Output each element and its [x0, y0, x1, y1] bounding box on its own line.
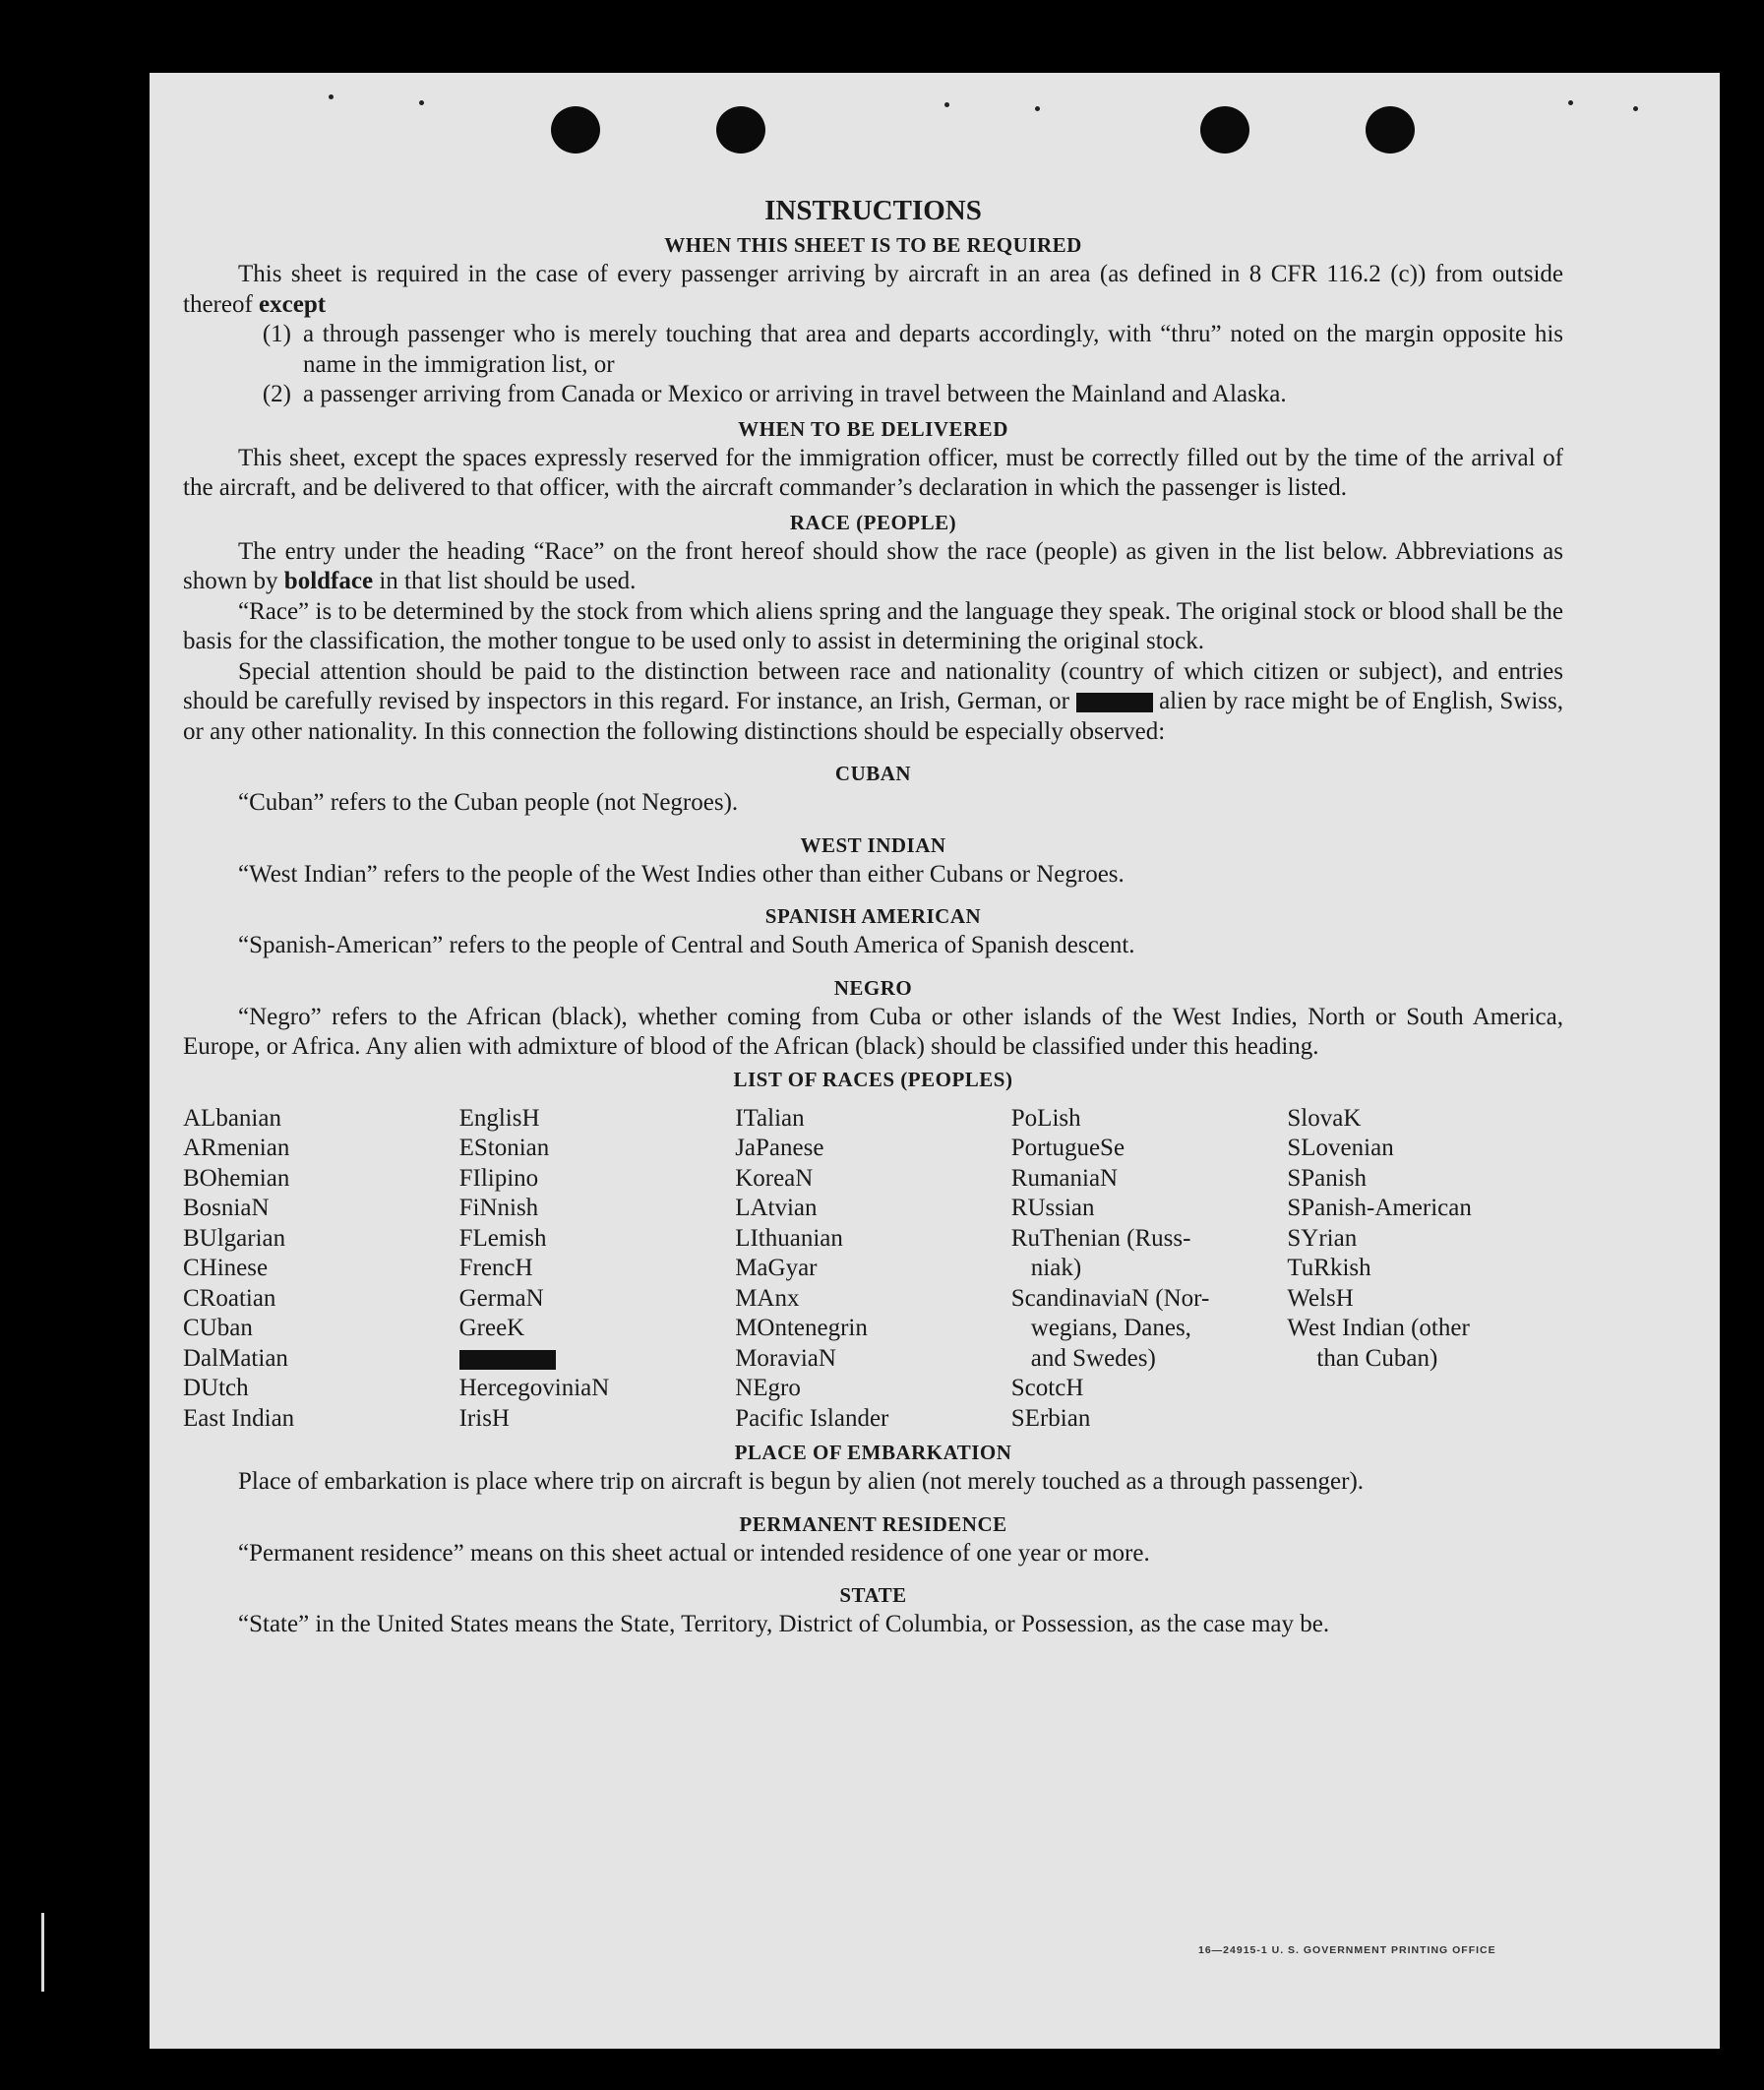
paragraph: “Negro” refers to the African (black), whether coming from Cuba or other islands of the West Indies, North or South America, Europe, or Africa. Any alien with admixture of blood of the African (black) should be classified under this heading.	[183, 1003, 1563, 1060]
speck	[329, 94, 334, 99]
paragraph: This sheet, except the spaces expressly reserved for the immigration officer, must be correctly filled out by the time of the arrival of the aircraft, and be delivered to that officer, with the aircraft commander’s declaration in which the passenger is listed.	[183, 444, 1563, 501]
speck	[1633, 106, 1638, 111]
race-item: BosniaN	[183, 1195, 270, 1221]
race-item: ScotcH	[1010, 1375, 1084, 1401]
race-item: GermaN	[458, 1284, 544, 1312]
race-item: PortugueSe	[1010, 1135, 1125, 1161]
race-item: RUssian	[1010, 1195, 1095, 1221]
race-item: EnglisH	[458, 1104, 540, 1132]
section-heading: NEGRO	[833, 975, 913, 1000]
redaction-mark	[459, 1350, 556, 1370]
race-item: and Swedes)	[1030, 1344, 1156, 1372]
paragraph: Special attention should be paid to the distinction between race and nationality (country of which citizen or subject), and entries should be carefully revised by inspectors in this regard. For instance, an Irish, German, or alien by race might be of English, Swiss, or any other nationality. In this connection the following distinctions should be especially observed:	[183, 657, 1564, 745]
races-column	[183, 1104, 459, 1435]
paragraph: “Race” is to be determined by the stock from which aliens spring and the language they speak. The original stock or blood shall be the basis for the classification, the mother tongue to be used only to assist in determining the original stock.	[183, 597, 1563, 654]
race-item: BUlgarian	[183, 1224, 286, 1252]
races-column	[1287, 1104, 1563, 1435]
punch-hole	[1366, 106, 1415, 154]
speck	[1035, 106, 1040, 111]
section-heading: STATE	[839, 1583, 907, 1607]
speck	[419, 100, 424, 105]
race-item: LIthuanian	[735, 1224, 843, 1252]
races-list	[183, 1104, 1563, 1435]
race-item-redacted	[459, 1344, 736, 1375]
paragraph: “State” in the United States means the State, Territory, District of Columbia, or Possession, as the case may be.	[238, 1611, 1330, 1637]
race-item: DalMatian	[183, 1344, 288, 1372]
races-column	[735, 1104, 1011, 1435]
race-item: FLemish	[458, 1224, 547, 1252]
punch-hole	[551, 106, 600, 154]
section-heading: RACE (PEOPLE)	[789, 510, 957, 534]
race-item: ARmenian	[183, 1135, 290, 1161]
race-item: CRoatian	[183, 1284, 276, 1312]
races-column	[1011, 1104, 1288, 1435]
paragraph: “Spanish-American” refers to the people of Central and South America of Spanish descent.	[238, 932, 1135, 958]
race-item: IrisH	[458, 1404, 510, 1432]
race-item: MaGyar	[735, 1255, 818, 1281]
instructions-body	[183, 193, 1563, 1640]
race-item: GreeK	[458, 1315, 525, 1341]
race-item: East Indian	[183, 1404, 295, 1432]
race-item: than Cuban)	[1316, 1344, 1438, 1372]
race-item: niak)	[1030, 1255, 1082, 1281]
paragraph: “Cuban” refers to the Cuban people (not Negroes).	[238, 789, 739, 816]
paragraph: “West Indian” refers to the people of the West Indies other than either Cubans or Negroes.	[238, 860, 1125, 888]
race-item: NEgro	[735, 1375, 801, 1401]
paragraph: The entry under the heading “Race” on the front hereof should show the race (people) as given in the list below. Abbreviations as shown by boldface in that list should be used.	[183, 537, 1563, 594]
race-item: SErbian	[1010, 1404, 1091, 1432]
race-item: BOhemian	[183, 1164, 290, 1192]
section-heading: CUBAN	[834, 762, 912, 785]
list-item: (2) a passenger arriving from Canada or Mexico or arriving in travel between the Mainland and Alaska.	[262, 381, 1287, 407]
printer-imprint: 16—24915-1 U. S. GOVERNMENT PRINTING OFFICE	[1198, 1944, 1496, 1956]
race-item: ITalian	[735, 1104, 805, 1132]
punch-hole	[1200, 106, 1249, 154]
paragraph: “Permanent residence” means on this sheet actual or intended residence of one year or more.	[238, 1539, 1150, 1567]
race-item: HercegoviniaN	[458, 1375, 610, 1401]
punch-hole	[716, 106, 765, 154]
section-heading: PLACE OF EMBARKATION	[734, 1441, 1012, 1464]
page-title: INSTRUCTIONS	[764, 195, 982, 226]
section-heading: SPANISH AMERICAN	[764, 904, 982, 928]
speck	[1568, 100, 1573, 105]
scan-edge-mark	[41, 1913, 44, 1992]
speck	[944, 102, 949, 107]
race-item: CUban	[183, 1315, 253, 1341]
race-item: ALbanian	[183, 1104, 281, 1132]
race-item: JaPanese	[735, 1135, 824, 1161]
race-item: LAtvian	[735, 1195, 818, 1221]
race-item: MAnx	[735, 1284, 800, 1312]
section-heading: PERMANENT RESIDENCE	[739, 1511, 1007, 1536]
race-item: ScandinaviaN (Nor-	[1010, 1284, 1210, 1312]
section-heading: WHEN TO BE DELIVERED	[738, 416, 1008, 441]
paragraph: This sheet is required in the case of every passenger arriving by aircraft in an area (as defined in 8 CFR 116.2 (c)) from outside thereof except	[183, 261, 1563, 318]
race-item: SPanish-American	[1287, 1195, 1472, 1221]
race-item: TuRkish	[1287, 1255, 1371, 1281]
race-item: FiNnish	[458, 1195, 539, 1221]
section-heading: WEST INDIAN	[800, 832, 946, 857]
section-heading: WHEN THIS SHEET IS TO BE REQUIRED	[664, 233, 1082, 257]
race-item: Pacific Islander	[735, 1404, 889, 1432]
race-item: SlovaK	[1287, 1104, 1362, 1132]
race-item: CHinese	[183, 1255, 269, 1281]
race-item: FIlipino	[458, 1164, 539, 1192]
race-item: PoLish	[1010, 1104, 1081, 1132]
race-item: EStonian	[458, 1135, 550, 1161]
race-item: RumaniaN	[1010, 1164, 1119, 1192]
race-item: RuThenian (Russ-	[1010, 1224, 1191, 1252]
race-item: SYrian	[1287, 1224, 1358, 1252]
redaction-mark	[1076, 693, 1153, 712]
race-item: DUtch	[183, 1375, 249, 1401]
races-column	[459, 1104, 736, 1435]
race-item: MOntenegrin	[735, 1315, 868, 1341]
race-item: West Indian (other	[1287, 1315, 1470, 1341]
section-heading: LIST OF RACES (PEOPLES)	[733, 1067, 1013, 1091]
race-item: wegians, Danes,	[1030, 1315, 1191, 1341]
paragraph: Place of embarkation is place where trip on aircraft is begun by alien (not merely touched as a through passenger).	[238, 1468, 1365, 1495]
race-item: SLovenian	[1287, 1135, 1394, 1161]
race-item: MoraviaN	[735, 1344, 836, 1372]
race-item: SPanish	[1287, 1164, 1367, 1192]
race-item: FrencH	[458, 1255, 533, 1281]
race-item: KoreaN	[735, 1164, 814, 1192]
race-item: WelsH	[1287, 1284, 1354, 1312]
list-item: (1) a through passenger who is merely touching that area and departs accordingly, with “thru” noted on the margin opposite his name in the immigration list, or	[262, 321, 1563, 378]
